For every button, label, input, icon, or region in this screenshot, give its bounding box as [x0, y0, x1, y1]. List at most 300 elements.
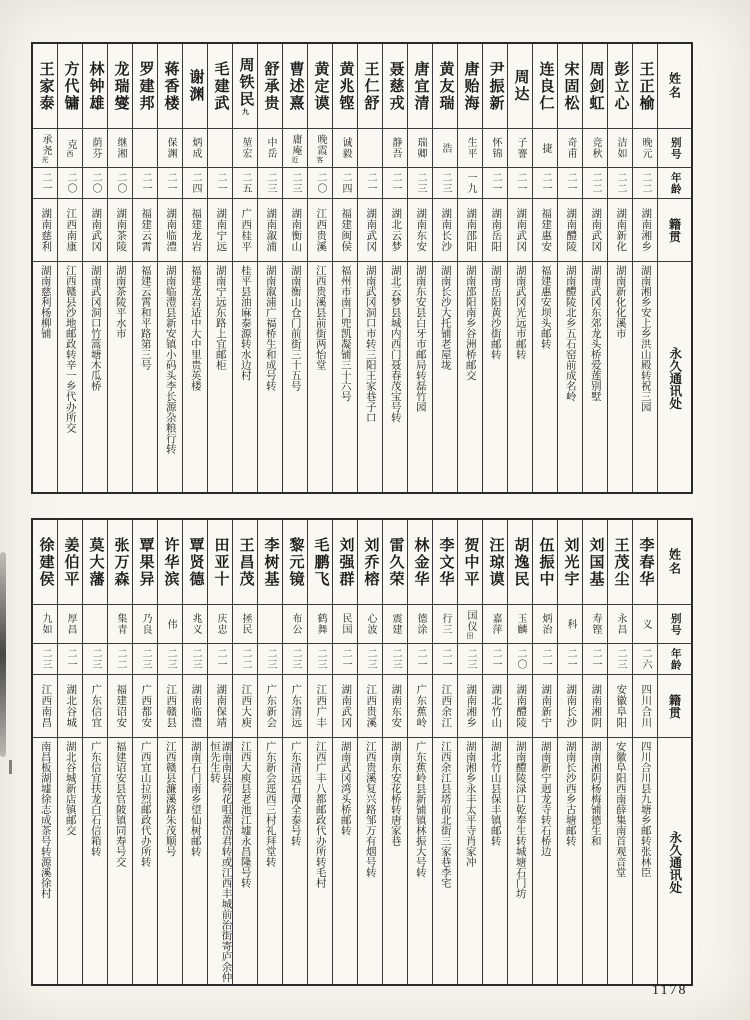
person-name-text: 蒋香楼	[162, 60, 179, 112]
person-age: 二一	[215, 648, 226, 670]
person-name-text: 王茂尘	[612, 536, 629, 588]
person-native-place: 湖南武冈	[515, 208, 527, 252]
person-alias	[340, 613, 350, 635]
person-alias-text: 民国	[340, 613, 351, 635]
person-alias-text: 继湘	[115, 137, 126, 159]
person-alias	[340, 137, 350, 159]
person-alias	[115, 613, 125, 635]
person-age: 二三	[415, 172, 426, 194]
person-address: 江西贵溪复兴路邹万有烟号转	[364, 741, 376, 878]
person-column	[58, 520, 83, 984]
person-alias	[165, 619, 175, 630]
person-name	[388, 61, 403, 112]
header-name-label: 姓名	[667, 548, 682, 576]
person-column	[183, 44, 208, 492]
person-age: 二〇	[315, 172, 326, 194]
person-column	[33, 44, 58, 492]
person-address: 湖南南县荷花咀萧岱君转或江西丰城前治街寄庐余仲恒先生转	[209, 741, 232, 983]
person-age: 二〇	[90, 172, 101, 194]
person-native-place: 江西赣县	[165, 684, 177, 728]
person-name	[138, 537, 153, 588]
person-address: 广西宜山拉烈邮政代办所转	[139, 741, 151, 867]
person-name-text: 龙瑞燮	[112, 60, 129, 112]
person-age: 二一	[65, 648, 76, 670]
person-name	[138, 61, 153, 112]
person-alias	[290, 613, 300, 635]
person-alias	[90, 137, 100, 159]
person-alias-text: 庸庵	[290, 133, 301, 156]
person-age: 二三	[165, 648, 176, 670]
person-name	[488, 537, 503, 588]
person-alias	[240, 137, 250, 159]
person-name-text: 谢渊	[187, 69, 204, 103]
person-name-text: 贺中平	[462, 536, 479, 588]
person-alias	[215, 613, 225, 635]
person-name-text: 王正榆	[637, 60, 654, 112]
person-alias-text: 中岳	[265, 137, 276, 159]
person-age: 二四	[190, 172, 201, 194]
person-alias-text: 伟	[165, 618, 176, 630]
person-name-text: 毛鹏飞	[312, 536, 329, 588]
person-address: 江西大庾县老池江墟永昌隆号转	[239, 741, 251, 888]
person-column	[583, 520, 608, 984]
person-age: 二〇	[515, 648, 526, 670]
person-column	[358, 44, 383, 492]
person-native-place: 湖南临澧	[190, 684, 202, 728]
person-name-text: 周达	[512, 69, 529, 103]
person-column	[108, 44, 133, 492]
person-native-place: 广东蕉岭	[415, 684, 427, 728]
person-age: 二六	[640, 648, 651, 670]
person-column	[333, 520, 358, 984]
person-column	[408, 44, 433, 492]
person-column	[633, 44, 658, 492]
header-address-label: 永久通讯处	[667, 831, 682, 894]
person-native-place: 湖南武冈	[365, 208, 377, 252]
person-alias-text: 厚昌	[65, 613, 76, 635]
person-alias	[540, 143, 550, 154]
person-name-text: 伍振中	[537, 536, 554, 588]
person-alias	[315, 134, 325, 163]
person-column	[83, 44, 108, 492]
person-address: 江西贵溪县前街两怡堂	[314, 265, 326, 370]
person-name	[113, 61, 128, 112]
person-name	[563, 537, 578, 588]
person-name	[188, 69, 203, 103]
person-age: 二二	[240, 648, 251, 670]
person-address: 湖北谷城新店镇邮交	[64, 741, 76, 836]
person-alias	[390, 137, 400, 159]
person-age: 二一	[365, 172, 376, 194]
person-address: 福建龙岩适中大中里贵英楼	[189, 265, 201, 391]
person-native-place: 湖南岳阳	[490, 208, 502, 252]
person-alias-text: 堃宏	[240, 137, 251, 159]
person-column	[533, 44, 558, 492]
person-age: 二三	[365, 648, 376, 670]
page-number: 1178	[652, 983, 688, 998]
person-alias-text: 震建	[390, 613, 401, 635]
person-column	[433, 520, 458, 984]
person-column	[233, 44, 258, 492]
person-age: 二一	[215, 172, 226, 194]
person-native-place: 湖南茶陵	[115, 208, 127, 252]
person-alias-text: 晚霞	[315, 133, 326, 156]
person-alias	[415, 137, 425, 159]
person-address: 湖南东安县白牙市邮局转磊竹园	[414, 265, 426, 412]
person-alias	[540, 613, 550, 635]
header-native-label: 籍贯	[667, 693, 682, 719]
person-column	[308, 44, 333, 492]
person-name	[163, 537, 178, 588]
scan-artifact-mark	[9, 760, 12, 774]
person-age: 二一	[490, 172, 501, 194]
person-address: 湖南临澧县新安镇小码头李长源杂粮行转	[164, 265, 176, 454]
person-native-place: 江西广丰	[315, 684, 327, 728]
person-name	[363, 537, 378, 588]
person-name-text: 彭立心	[612, 60, 629, 112]
header-age-label: 年龄	[669, 647, 681, 671]
person-alias	[515, 137, 525, 159]
person-alias-note: 近	[291, 155, 299, 163]
person-column	[83, 520, 108, 984]
person-age: 二三	[440, 172, 451, 194]
person-name-text: 许华滨	[162, 536, 179, 588]
person-alias	[615, 137, 625, 159]
person-age: 一九	[465, 172, 476, 194]
person-column	[358, 520, 383, 984]
person-name	[588, 537, 603, 588]
person-age: 二三	[390, 648, 401, 670]
person-address: 湖南衡山仓门前街三十五号	[289, 265, 301, 391]
person-alias-text: 荫芬	[90, 137, 101, 159]
person-column	[383, 44, 408, 492]
person-name-note: 九	[241, 108, 250, 115]
person-alias	[140, 613, 150, 635]
person-alias	[65, 139, 75, 157]
person-alias-text: 国仪	[465, 609, 476, 632]
person-name	[338, 537, 353, 588]
person-native-place: 湖南新宁	[540, 684, 552, 728]
person-name	[413, 537, 428, 588]
person-address: 湖南武冈洞口竹篙塘木瓜桥	[89, 265, 101, 391]
person-alias-text: 拯民	[240, 613, 251, 635]
person-address: 湖南邵阳南乡谷洲桥邮交	[464, 265, 476, 381]
person-age: 二一	[515, 172, 526, 194]
person-column	[233, 520, 258, 984]
person-name	[63, 537, 78, 588]
person-alias-text: 子謇	[515, 137, 526, 159]
person-age: 二〇	[65, 172, 76, 194]
person-native-place: 江西贵溪	[365, 684, 377, 728]
person-address: 湖南武冈光远市邮转	[514, 265, 526, 360]
scan-artifact-smudge	[0, 552, 6, 757]
person-name	[38, 537, 53, 588]
person-address: 广东清远石潭全泰号转	[289, 741, 301, 846]
person-native-place: 湖南临澧	[165, 208, 177, 252]
person-age: 二三	[465, 648, 476, 670]
header-column	[658, 520, 691, 984]
header-address-label: 永久通讯处	[667, 347, 682, 410]
person-age: 二三	[265, 172, 276, 194]
person-native-place: 湖北谷城	[65, 684, 77, 728]
person-native-place: 江西贵溪	[315, 208, 327, 252]
person-name	[88, 61, 103, 112]
person-name	[288, 537, 303, 588]
person-column	[508, 44, 533, 492]
person-column	[158, 44, 183, 492]
person-alias	[115, 137, 125, 159]
person-alias-text: 竞秋	[590, 137, 601, 159]
person-alias	[640, 619, 650, 630]
person-native-place: 湖南邵阳	[465, 208, 477, 252]
person-native-place: 湖南宁远	[215, 208, 227, 252]
person-column	[58, 44, 83, 492]
person-address: 湖南武冈洞口市转三阳王家巷子口	[364, 265, 376, 423]
person-address: 安徽阜阳西南薛集南首观音堂	[614, 741, 626, 878]
person-alias-text: 承尧	[40, 133, 51, 156]
person-address: 江西广丰八都邮政代办所转毛村	[314, 741, 326, 888]
person-alias	[615, 613, 625, 635]
header-alias-label: 别号	[669, 136, 681, 160]
person-name-text: 方代镛	[62, 60, 79, 112]
person-alias	[365, 613, 375, 635]
person-alias	[315, 613, 325, 635]
person-alias	[290, 134, 300, 163]
person-name	[638, 61, 653, 112]
person-name-text: 刘强群	[337, 536, 354, 588]
person-name	[88, 537, 103, 588]
person-name	[213, 61, 228, 112]
person-age: 二三	[615, 648, 626, 670]
person-name-text: 宋固松	[562, 60, 579, 112]
person-alias-text: 克	[65, 139, 76, 150]
person-native-place: 湖南新化	[615, 208, 627, 252]
person-age: 二二	[615, 172, 626, 194]
person-column	[308, 520, 333, 984]
person-column	[508, 520, 533, 984]
header-age-label: 年龄	[669, 171, 681, 195]
person-alias-note: 光	[41, 155, 49, 163]
person-age: 二三	[140, 648, 151, 670]
person-native-place: 湖南衡山	[290, 208, 302, 252]
person-alias	[440, 143, 450, 154]
person-alias-text: 庆忠	[215, 613, 226, 635]
person-native-place: 湖北竹山	[490, 684, 502, 728]
person-native-place: 广东新会	[265, 684, 277, 728]
person-alias	[40, 613, 50, 635]
person-alias-text: 保渊	[165, 137, 176, 159]
person-column	[383, 520, 408, 984]
person-name-text: 舒承贵	[262, 60, 279, 112]
person-native-place: 福建云霄	[140, 208, 152, 252]
person-age: 二三	[315, 648, 326, 670]
person-address: 湖南岳阳黄沙街邮转	[489, 265, 501, 360]
person-alias-text: 布公	[290, 613, 301, 635]
person-name-text: 曹述熹	[287, 60, 304, 112]
person-native-place: 福建龙岩	[190, 208, 202, 252]
person-alias	[190, 137, 200, 159]
person-age: 二一	[340, 648, 351, 670]
person-native-place: 湖南湘阴	[590, 684, 602, 728]
person-column	[208, 44, 233, 492]
person-name	[563, 61, 578, 112]
person-name	[588, 61, 603, 112]
person-name-text: 田亚十	[212, 536, 229, 588]
person-column	[458, 44, 483, 492]
person-alias-text: 捷	[540, 142, 551, 154]
person-name-text: 姜伯平	[62, 536, 79, 588]
person-native-place: 湖南保靖	[215, 684, 227, 728]
person-address: 湖南慈利杨柳铺	[39, 265, 51, 339]
person-name	[263, 61, 278, 112]
person-column	[433, 44, 458, 492]
person-name	[438, 537, 453, 588]
person-column	[158, 520, 183, 984]
person-alias-text: 兆义	[190, 613, 201, 635]
person-name-text: 唐贻海	[462, 60, 479, 112]
person-native-place: 湖南武冈	[90, 208, 102, 252]
person-age: 二一	[40, 172, 51, 194]
person-name	[388, 537, 403, 588]
person-alias	[565, 137, 575, 159]
person-column	[258, 520, 283, 984]
person-native-place: 福建诏安	[115, 684, 127, 728]
person-alias	[190, 613, 200, 635]
person-name-text: 黄兆铿	[337, 60, 354, 112]
person-column	[283, 520, 308, 984]
person-native-place: 湖南长沙	[440, 208, 452, 252]
person-name	[238, 57, 253, 115]
person-column	[483, 520, 508, 984]
person-native-place: 湖南溆浦	[265, 208, 277, 252]
person-address: 南昌板湖墟徐志成茶号转源溪徐村	[39, 741, 51, 899]
directory-table-top	[31, 42, 693, 494]
person-column	[133, 44, 158, 492]
person-name	[313, 61, 328, 112]
person-native-place: 湖南东安	[390, 684, 402, 728]
person-age: 二三	[190, 648, 201, 670]
person-name-text: 莫大藩	[87, 536, 104, 588]
person-name	[63, 61, 78, 112]
person-age: 二三	[265, 648, 276, 670]
person-column	[558, 44, 583, 492]
person-alias-text: 集青	[115, 613, 126, 635]
person-address: 湖南长沙大托铺老屋垅	[439, 265, 451, 370]
person-name-text: 覃果异	[137, 536, 154, 588]
person-address: 湖南武冈湾头桥邮转	[339, 741, 351, 836]
person-alias	[65, 613, 75, 635]
person-name-text: 李文华	[437, 536, 454, 588]
person-alias	[590, 613, 600, 635]
person-name-text: 李春华	[637, 536, 654, 588]
person-age: 二一	[540, 172, 551, 194]
person-alias	[490, 613, 500, 635]
person-alias-text: 科	[565, 618, 576, 630]
header-column	[658, 44, 691, 492]
person-alias	[490, 137, 500, 159]
person-name	[438, 61, 453, 112]
person-name-text: 刘光宇	[562, 536, 579, 588]
person-name	[188, 537, 203, 588]
person-address: 福建诏安县官陂镇同寿号交	[114, 741, 126, 867]
person-alias	[465, 610, 475, 639]
person-name-text: 黄友瑞	[437, 60, 454, 112]
person-native-place: 广西都安	[140, 684, 152, 728]
person-age: 二一	[590, 648, 601, 670]
person-name	[338, 61, 353, 112]
person-address: 福建惠安坝头邮转	[539, 265, 551, 349]
person-address: 湖南东安花桥转唐家巷	[389, 741, 401, 846]
person-name-text: 黎元镜	[287, 536, 304, 588]
person-name-text: 王昌茂	[237, 536, 254, 588]
person-alias-text: 浩	[440, 142, 451, 154]
person-alias-text: 洁如	[615, 137, 626, 159]
person-alias	[390, 613, 400, 635]
person-age: 二四	[340, 172, 351, 194]
person-native-place: 湖南长沙	[565, 684, 577, 728]
person-name-text: 毛建武	[212, 60, 229, 112]
person-name-text: 连良仁	[537, 60, 554, 112]
person-native-place: 福建惠安	[540, 208, 552, 252]
person-column	[483, 44, 508, 492]
person-name	[288, 61, 303, 112]
person-name-text: 雷久荣	[387, 536, 404, 588]
person-alias	[240, 613, 250, 635]
person-native-place: 福建闽侯	[340, 208, 352, 252]
person-address: 湖南醴陵渌口乾奉生转城塘石门坊	[514, 741, 526, 899]
person-age: 二一	[165, 172, 176, 194]
person-native-place: 广西桂平	[240, 208, 252, 252]
person-column	[283, 44, 308, 492]
person-name-text: 汪琼谟	[487, 536, 504, 588]
person-name	[538, 537, 553, 588]
person-name	[363, 61, 378, 112]
person-alias-text: 静吾	[390, 137, 401, 159]
person-age: 二一	[565, 648, 576, 670]
person-name	[413, 61, 428, 112]
person-alias	[465, 137, 475, 159]
person-age: 二三	[40, 648, 51, 670]
person-address: 福州市南门兜凯凝铺三十六号	[339, 265, 351, 402]
person-address: 四川合川县九塘乡邮转张林臣	[639, 741, 651, 878]
person-column	[458, 520, 483, 984]
person-name-text: 周剑虹	[587, 60, 604, 112]
person-alias-text: 瑞卿	[415, 137, 426, 159]
person-alias	[165, 137, 175, 159]
person-address: 湖南茶陵平水市	[114, 265, 126, 339]
person-age: 二三	[90, 648, 101, 670]
person-address: 湖南宁远东路上宜邮柜	[214, 265, 226, 370]
person-alias-text: 永昌	[615, 613, 626, 635]
person-alias-text: 行三	[440, 613, 451, 635]
person-native-place: 湖北云梦	[390, 208, 402, 252]
person-native-place: 湖南东安	[415, 208, 427, 252]
person-address: 广东信宜扶龙白石信箱转	[89, 741, 101, 857]
person-alias-note: 客	[316, 155, 324, 163]
person-address: 湖南武冈东郊龙头桥爱莲别墅	[589, 265, 601, 402]
person-name	[613, 61, 628, 112]
person-column	[408, 520, 433, 984]
person-native-place: 广东清远	[290, 684, 302, 728]
person-alias	[40, 134, 50, 163]
person-native-place: 江西南康	[65, 208, 77, 252]
person-alias-text: 鹤舞	[315, 613, 326, 635]
person-native-place: 湖南武冈	[590, 208, 602, 252]
person-address: 广东蕉岭县新铺镇林振大号转	[414, 741, 426, 878]
person-age: 二一	[440, 648, 451, 670]
person-age: 二二	[115, 648, 126, 670]
person-alias-text: 诚毅	[340, 137, 351, 159]
